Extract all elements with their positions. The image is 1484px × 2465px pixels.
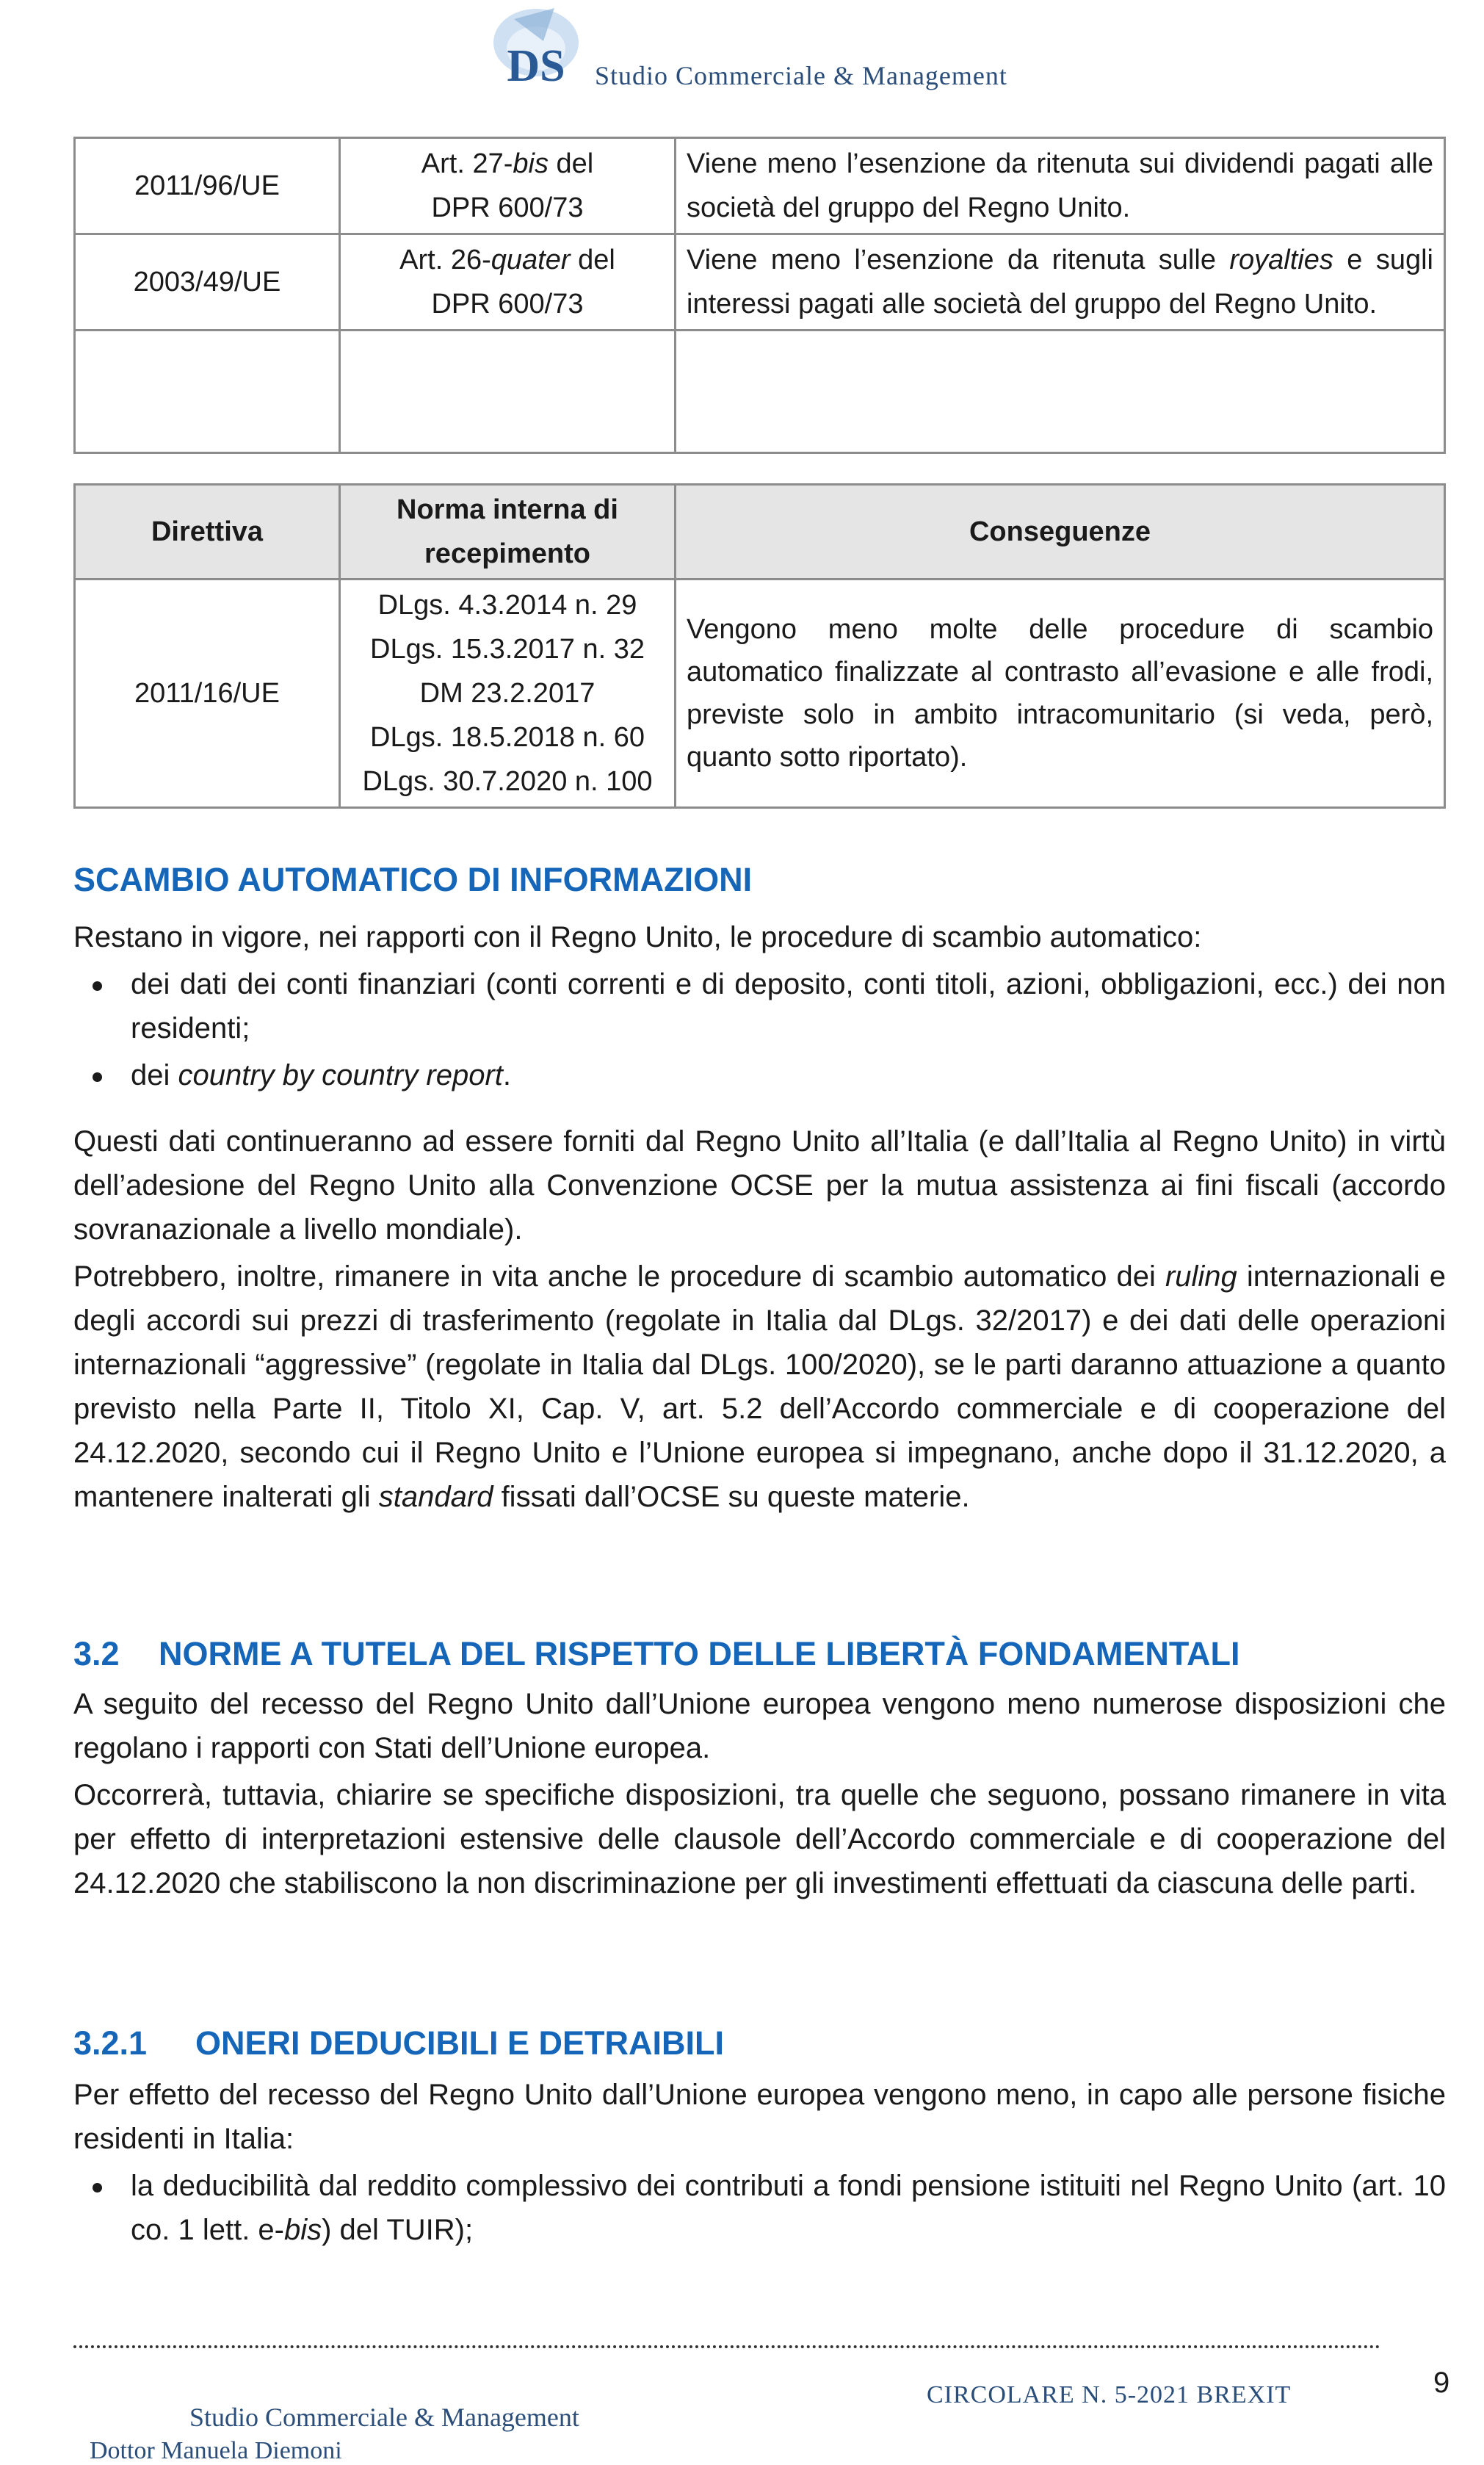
- paragraph: Occorrerà, tuttavia, chiarire se specifiche disposizioni, tra quelle che seguono, possano rimanere in vita per effetto di interpretazioni estensive delle clausole dell’Accordo commerciale e di cooperazione del 24.12.2020 che stabiliscono la non discriminazione per gli investimenti effettuati da ciascuna delle parti.: [73, 1779, 1446, 1899]
- footer-divider: [73, 2345, 1380, 2348]
- section-number: 3.2: [73, 1635, 120, 1672]
- column-header-directive: Direttiva: [75, 485, 340, 580]
- norm-item: DLgs. 15.3.2017 n. 32: [370, 634, 645, 665]
- footer-document-title: CIRCOLARE N. 5-2021 BREXIT: [927, 2381, 1292, 2408]
- bullet-icon: [93, 981, 102, 991]
- directive-table-1: [73, 137, 1446, 454]
- directive-cell: 2011/16/UE: [75, 580, 340, 808]
- section-scambio: [73, 858, 1446, 1519]
- directive-cell: 2011/96/UE: [75, 138, 340, 234]
- norm-item: DM 23.2.2017: [419, 678, 596, 709]
- paragraph: Potrebbero, inoltre, rimanere in vita anche le procedure di scambio automatico dei ruling internazionali e degli accordi sui prezzi di trasferimento (regolate in Italia dal DLgs. 32/2017) e dei dati delle operazioni internazionali “aggressive” (regolate in Italia dal DLgs. 100/2020), se le parti daranno attuazione a quanto previsto nella Parte II, Titolo XI, Cap. V, art. 5.2 dell’Accordo commerciale e di cooperazione del 24.12.2020, secondo cui il Regno Unito e l’Unione europea si impegnano, anche dopo il 31.12.2020, a mantenere inalterati gli standard fissati dall’OCSE su queste materie.: [73, 1260, 1446, 1513]
- table-row: [75, 138, 1445, 234]
- section-3-2: [73, 1632, 1446, 1905]
- page-number: 9: [1433, 2367, 1450, 2399]
- page-header: [0, 0, 1484, 110]
- norm-item: DLgs. 4.3.2014 n. 29: [377, 590, 637, 621]
- column-header-norm: Norma interna di recepimento: [340, 485, 676, 580]
- norm-item: DLgs. 18.5.2018 n. 60: [370, 722, 645, 753]
- section-heading: SCAMBIO AUTOMATICO DI INFORMAZIONI: [73, 861, 753, 898]
- table-row: [75, 234, 1445, 331]
- consequence-cell: Viene meno l’esenzione da ritenuta sui dividendi pagati alle società del gruppo del Regno Unito.: [676, 138, 1445, 234]
- paragraph: Restano in vigore, nei rapporti con il Regno Unito, le procedure di scambio automatico:: [73, 921, 1202, 953]
- norm-item: DLgs. 30.7.2020 n. 100: [362, 766, 653, 797]
- directive-cell: 2003/49/UE: [75, 234, 340, 331]
- list-item: dei country by country report.: [73, 1053, 1446, 1097]
- section-number: 3.2.1: [73, 2024, 148, 2062]
- section-3-2-1: [73, 2021, 1446, 2252]
- table-row-empty: [75, 331, 1445, 453]
- norm-list-cell: [340, 580, 676, 808]
- list-item: dei dati dei conti finanziari (conti correnti e di deposito, conti titoli, azioni, obbligazioni, ecc.) dei non residenti;: [73, 962, 1446, 1050]
- bullet-list: [73, 2164, 1446, 2252]
- bullet-icon: [93, 2183, 102, 2192]
- bullet-list: [73, 962, 1446, 1097]
- directive-table-2: [73, 483, 1446, 809]
- consequence-cell: Viene meno l’esenzione da ritenuta sulle royalties e sugli interessi pagati alle società del gruppo del Regno Unito.: [676, 234, 1445, 331]
- footer-studio-name: Studio Commerciale & Management: [189, 2403, 579, 2432]
- table-row: [75, 580, 1445, 808]
- paragraph: Per effetto del recesso del Regno Unito dall’Unione europea vengono meno, in capo alle persone fisiche residenti in Italia:: [73, 2079, 1446, 2155]
- header-title: Studio Commerciale & Management: [595, 61, 1007, 90]
- logo-text: DS: [507, 41, 565, 91]
- section-heading: 3.2 NORME A TUTELA DEL RISPETTO DELLE LIBERTÀ FONDAMENTALI: [73, 1632, 1446, 1676]
- norm-cell: Art. 26-quater del DPR 600/73: [340, 234, 676, 331]
- studio-logo: [485, 4, 587, 93]
- paragraph: A seguito del recesso del Regno Unito dall’Unione europea vengono meno numerose disposizioni che regolano i rapporti con Stati dell’Unione europea.: [73, 1688, 1446, 1764]
- list-item: la deducibilità dal reddito complessivo dei contributi a fondi pensione istituiti nel Regno Unito (art. 10 co. 1 lett. e-bis) del TUIR);: [73, 2164, 1446, 2252]
- bullet-icon: [93, 1072, 102, 1082]
- column-header-consequence: Conseguenze: [676, 485, 1445, 580]
- footer-author-cut: Dottor Manuela Diemoni: [90, 2437, 342, 2464]
- consequence-cell: Vengono meno molte delle procedure di scambio automatico finalizzate al contrasto all’evasione e alle frodi, previste solo in ambito intracomunitario (si veda, però, quanto sotto riportato).: [676, 580, 1445, 808]
- section-heading: 3.2.1 ONERI DEDUCIBILI E DETRAIBILI: [73, 2021, 1446, 2065]
- table-header-row: [75, 485, 1445, 580]
- norm-cell: Art. 27-bis del DPR 600/73: [340, 138, 676, 234]
- paragraph: Questi dati continueranno ad essere forniti dal Regno Unito all’Italia (e dall’Italia al Regno Unito) in virtù dell’adesione del Regno Unito alla Convenzione OCSE per la mutua assistenza ai fini fiscali (accordo sovranazionale a livello mondiale).: [73, 1125, 1446, 1246]
